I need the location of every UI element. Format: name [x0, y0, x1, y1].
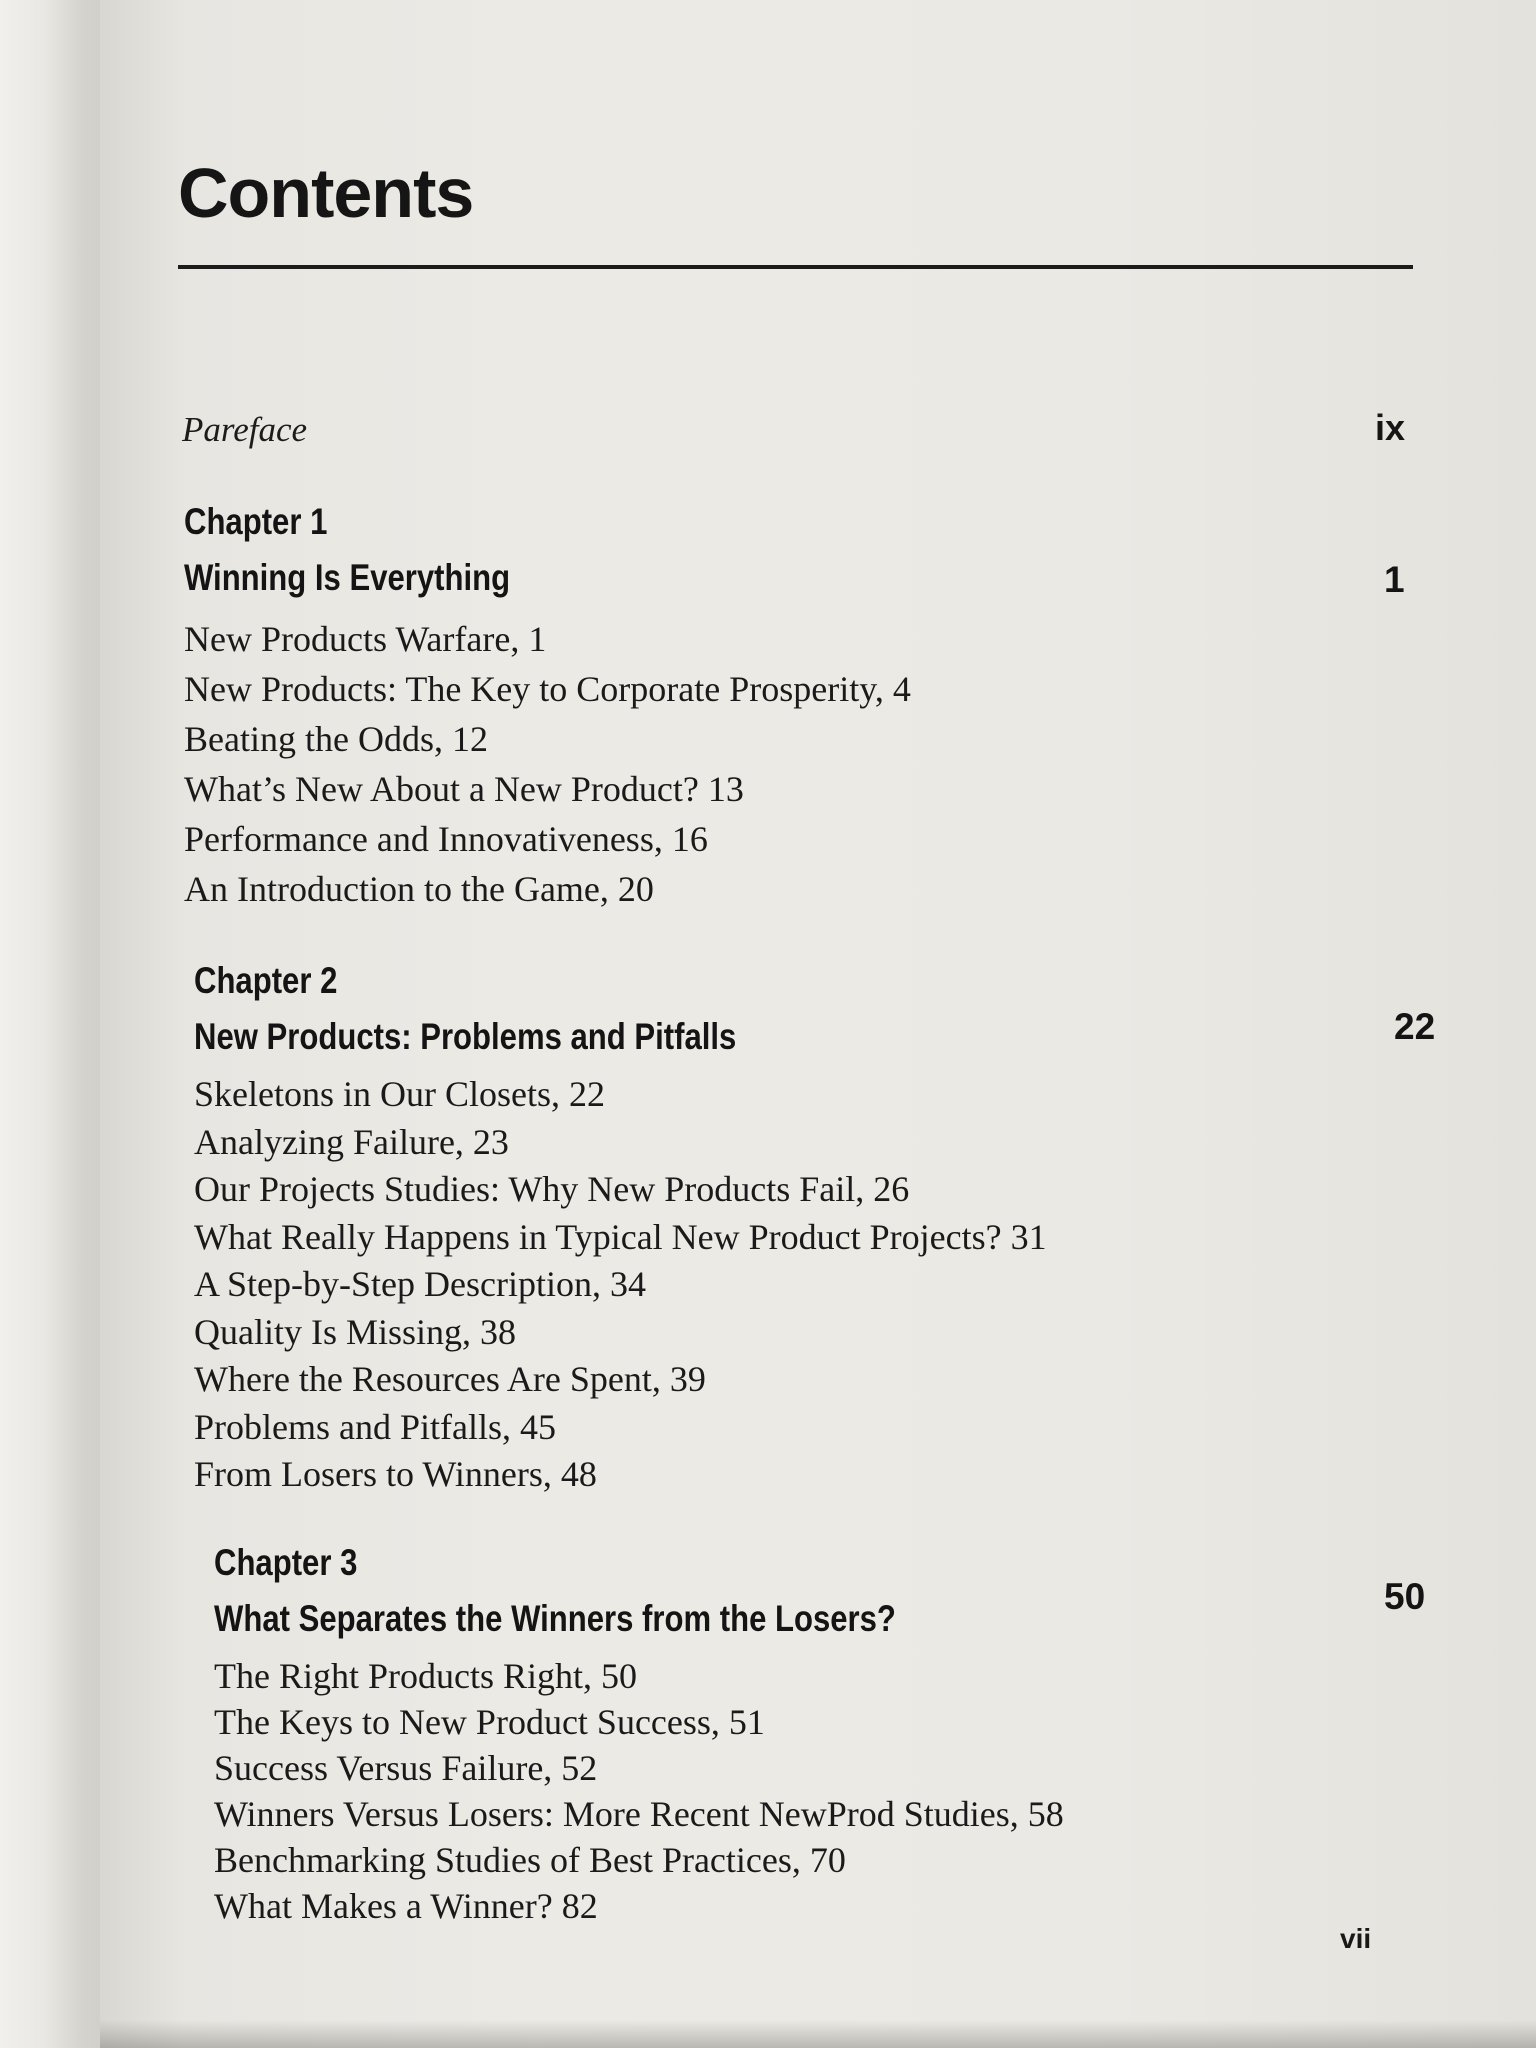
chapter-label: Chapter 1: [184, 501, 328, 542]
page-content: [100, 0, 1536, 2048]
toc-entry: An Introduction to the Game, 20: [184, 869, 654, 909]
book-page: [100, 0, 1536, 2048]
preface-label: Pareface: [182, 410, 308, 449]
toc-entry: Performance and Innovativeness, 16: [184, 819, 708, 859]
toc-entry: Quality Is Missing, 38: [194, 1311, 517, 1352]
chapter-page-number: 50: [1384, 1576, 1426, 1617]
chapter-2: [194, 953, 1436, 1499]
toc-entry: What’s New About a New Product? 13: [184, 769, 744, 809]
chapter-3: [214, 1535, 1426, 1929]
toc-entry: Success Versus Failure, 52: [214, 1748, 598, 1788]
toc-entry: Winners Versus Losers: More Recent NewProd Studies, 58: [214, 1794, 1064, 1834]
chapter-1: [184, 494, 1405, 914]
toc-entry: What Makes a Winner? 82: [214, 1886, 598, 1926]
toc-entry: Benchmarking Studies of Best Practices, 70: [214, 1840, 846, 1880]
page-folio: vii: [1340, 1923, 1372, 1954]
chapter-title: What Separates the Winners from the Losers?: [214, 1598, 896, 1639]
toc-entry: Analyzing Failure, 23: [194, 1121, 509, 1162]
toc-entry: A Step-by-Step Description, 34: [194, 1264, 646, 1304]
chapter-page-number: 1: [1384, 559, 1405, 600]
toc-entry: New Products Warfare, 1: [184, 619, 547, 659]
chapter-entries: [194, 1071, 1047, 1499]
page-title: Contents: [178, 154, 474, 232]
page-bottom-shadow: [100, 2020, 1536, 2048]
chapter-entries: [184, 614, 911, 914]
toc-entry: The Right Products Right, 50: [214, 1656, 637, 1696]
chapter-label: Chapter 3: [214, 1542, 358, 1583]
chapter-title: Winning Is Everything: [184, 557, 511, 598]
toc-entry: Our Projects Studies: Why New Products Fail, 26: [194, 1169, 910, 1209]
toc-entry: Problems and Pitfalls, 45: [194, 1406, 556, 1447]
chapter-page-number: 22: [1394, 1006, 1436, 1047]
chapter-title: New Products: Problems and Pitfalls: [194, 1016, 737, 1057]
toc-entry: Beating the Odds, 12: [184, 719, 488, 759]
preface-page-number: ix: [1375, 407, 1406, 448]
chapter-label: Chapter 2: [194, 960, 338, 1001]
title-rule: [178, 265, 1413, 269]
toc-entry: Skeletons in Our Closets, 22: [194, 1074, 605, 1114]
toc-entry: New Products: The Key to Corporate Prosperity, 4: [184, 669, 911, 709]
toc-entry: What Really Happens in Typical New Product Projects? 31: [194, 1216, 1047, 1257]
toc-entry: Where the Resources Are Spent, 39: [194, 1359, 706, 1399]
binding-gutter: [0, 0, 110, 2048]
chapter-entries: [214, 1653, 1064, 1929]
toc-entry: From Losers to Winners, 48: [194, 1454, 597, 1494]
toc-entry: The Keys to New Product Success, 51: [214, 1702, 765, 1742]
